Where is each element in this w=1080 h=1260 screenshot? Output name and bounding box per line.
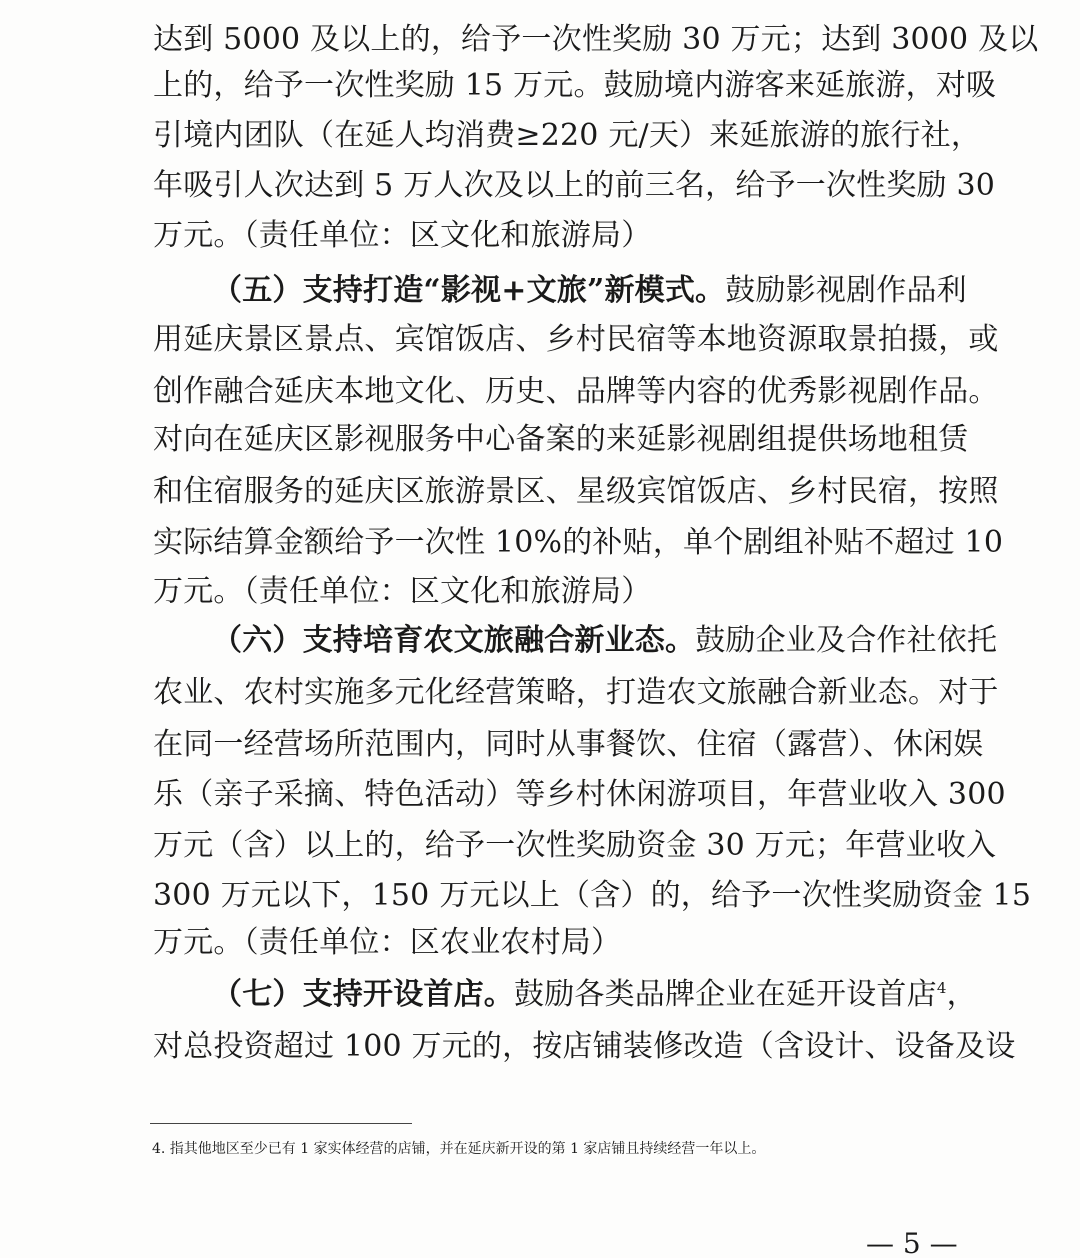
body-line-11: 实际结算金额给予一次性 10%的补贴，单个剧组补贴不超过 10 xyxy=(153,525,1004,560)
body-line-19: 万元。（责任单位：区农业农村局） xyxy=(153,925,622,960)
body-line-16: 乐（亲子采摘、特色活动）等乡村休闲游项目，年营业收入 300 xyxy=(153,777,1006,812)
section-five-heading-line: （五）支持打造“影视+文旅”新模式。鼓励影视剧作品利 xyxy=(212,273,967,308)
section-seven-heading-line: （七）支持开设首店。鼓励各类品牌企业在延开设首店$^4$， xyxy=(212,977,977,1012)
body-line-2: 上的，给予一次性奖励 15 万元。鼓励境内游客来延旅游，对吸 xyxy=(153,68,997,103)
body-line-8: 创作融合延庆本地文化、历史、品牌等内容的优秀影视剧作品。 xyxy=(153,374,999,409)
footnote-text: 4. 指其他地区至少已有 1 家实体经营的店铺，并在延庆新开设的第 1 家店铺且持续经营一年以上。 xyxy=(152,1141,766,1157)
section-six-title: （六）支持培育农文旅融合新业态。 xyxy=(212,623,696,658)
body-line-17: 万元（含）以上的，给予一次性奖励资金 30 万元；年营业收入 xyxy=(153,828,997,863)
page-number: — 5 — xyxy=(866,1227,958,1260)
body-line-3: 引境内团队（在延人均消费≥220 元/天）来延旅游的旅行社， xyxy=(153,118,982,153)
body-line-12: 万元。（责任单位：区文化和旅游局） xyxy=(153,574,652,609)
section-six-heading-line: （六）支持培育农文旅融合新业态。鼓励企业及合作社依托 xyxy=(212,623,998,658)
body-line-1: 达到 5000 及以上的，给予一次性奖励 30 万元；达到 3000 及以 xyxy=(153,22,1039,57)
body-line-9: 对向在延庆区影视服务中心备案的来延影视剧组提供场地租赁 xyxy=(153,422,969,457)
body-line-15: 在同一经营场所范围内，同时从事餐饮、住宿（露营）、休闲娱 xyxy=(153,727,984,762)
section-five-title: （五）支持打造“影视+文旅”新模式。 xyxy=(212,273,726,308)
body-line-14: 农业、农村实施多元化经营策略，打造农文旅融合新业态。对于 xyxy=(153,675,999,710)
section-seven-title: （七）支持开设首店。 xyxy=(212,977,514,1012)
footnote-marker: 4 xyxy=(936,979,947,997)
body-line-5: 万元。（责任单位：区文化和旅游局） xyxy=(153,218,652,253)
footnote-divider xyxy=(150,1123,412,1124)
body-line-7: 用延庆景区景点、宾馆饭店、乡村民宿等本地资源取景拍摄，或 xyxy=(153,322,999,357)
body-line-21: 对总投资超过 100 万元的，按店铺装修改造（含设计、设备及设 xyxy=(153,1029,1016,1064)
body-line-18: 300 万元以下，150 万元以上（含）的，给予一次性奖励资金 15 xyxy=(153,878,1032,913)
body-line-10: 和住宿服务的延庆区旅游景区、星级宾馆饭店、乡村民宿，按照 xyxy=(153,474,999,509)
body-line-4: 年吸引人次达到 5 万人次及以上的前三名，给予一次性奖励 30 xyxy=(153,168,996,203)
